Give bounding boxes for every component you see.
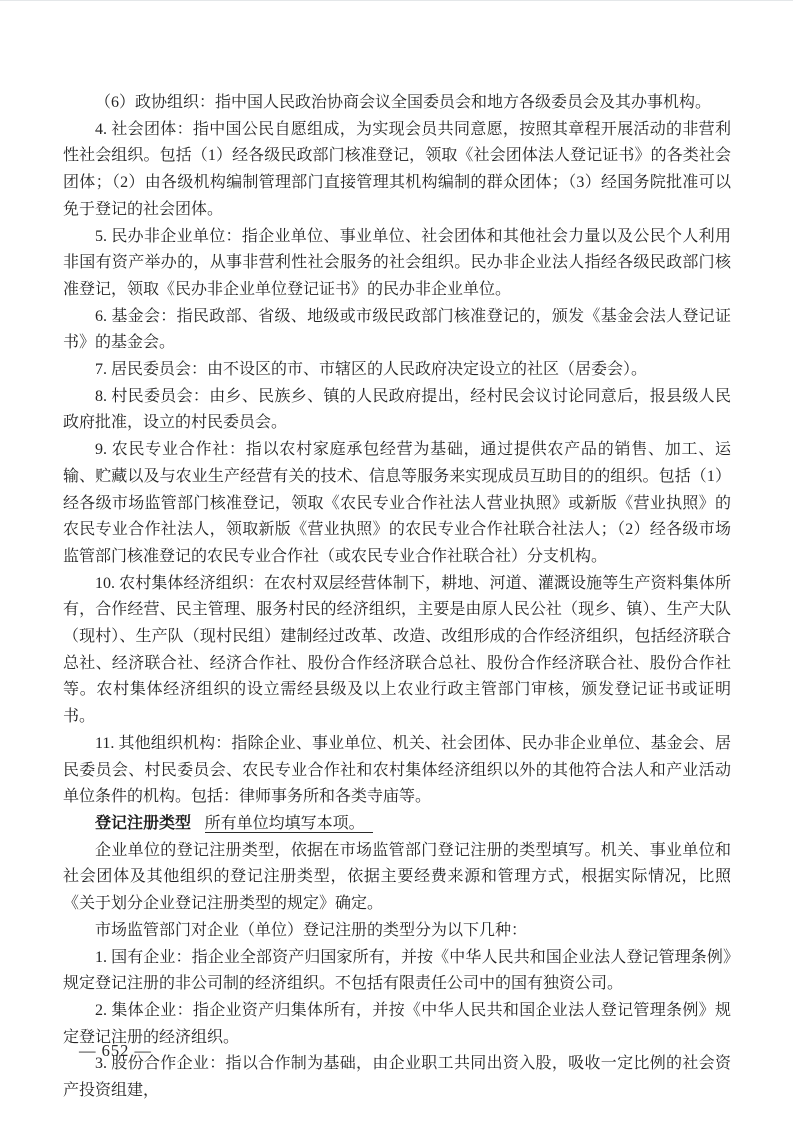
para-nongmin-hezuoshe: 9. 农民专业合作社：指以农村家庭承包经营为基础，通过提供农产品的销售、加工、运输、贮藏以及与农业生产经营有关的技术、信息等服务来实现成员互助目的的组织。包括（1）经各级市场监管部门核准登记，领取《农民专业合作社法人营业执照》或新版《营业执照》的农民专业合作社法人，领取新版《营业执照》的农民专业合作社联合社法人；（2）经各级市场监管部门核准登记的农民专业合作社（或农民专业合作社联合社）分支机构。 [63,441,731,565]
section-heading-label: 登记注册类型 [95,814,192,832]
para-qita-zuzhi-jigou: 11. 其他组织机构：指除企业、事业单位、机关、社会团体、民办非企业单位、基金会、居民委员会、村民委员会、农民专业合作社和农村集体经济组织以外的其他符合法人和产业活动单位条件的机构。包括：律师事务所和各类寺庙等。 [63,734,731,806]
para-leixing-lead-in: 市场监管部门对企业（单位）登记注册的类型分为以下几种： [95,921,528,939]
para-shehui-tuanti: 4. 社会团体：指中国公民自愿组成，为实现会员共同意愿，按照其章程开展活动的非营利性社会组织。包括（1）经各级民政部门核准登记，领取《社会团体法人登记证书》的各类社会团体；（2）由各级机构编制管理部门直接管理其机构编制的群众团体；（3）经国务院批准可以免于登记的社会团体。 [63,120,731,218]
section-heading-underlined-note: 所有单位均填写本项。 [205,815,373,833]
para-jiti-qiye: 2. 集体企业：指企业资产归集体所有，并按《中华人民共和国企业法人登记管理条例》规定登记注册的经济组织。 [63,1001,731,1046]
para-gufen-hezuo-qiye: 3. 股份合作企业：指以合作制为基础，由企业职工共同出资入股，吸收一定比例的社会资产投资组建， [63,1055,731,1100]
scan-edge-line [0,0,793,1]
para-guoyou-qiye: 1. 国有企业：指企业全部资产归国家所有，并按《中华人民共和国企业法人登记管理条例》规定登记注册的非公司制的经济组织。不包括有限责任公司中的国有独资公司。 [63,948,731,993]
para-dengji-zhuce-intro: 企业单位的登记注册类型，依据在市场监管部门登记注册的类型填写。机关、事业单位和社会团体及其他组织的登记注册类型，依据主要经费来源和管理方式，根据实际情况，比照《关于划分企业登记注册类型的规定》确定。 [63,841,731,913]
para-zhengxie-zuzhi: （6）政协组织：指中国人民政治协商会议全国委员会和地方各级委员会及其办事机构。 [95,94,712,111]
para-jijinhui: 6. 基金会：指民政部、省级、地级或市级民政部门核准登记的，颁发《基金会法人登记证书》的基金会。 [63,307,731,352]
para-cunmin-weiyuanhui: 8. 村民委员会：由乡、民族乡、镇的人民政府提出，经村民会议讨论同意后，报县级人民政府批准，设立的村民委员会。 [63,387,731,432]
page-number: — 652 — [79,1041,152,1060]
para-minban-fei-qiye: 5. 民办非企业单位：指企业单位、事业单位、社会团体和其他社会力量以及公民个人利用非国有资产举办的，从事非营利性社会服务的社会组织。民办非企业法人指经各级民政部门核准登记，领取《民办非企业单位登记证书》的民办非企业单位。 [63,227,731,298]
section-heading [63,811,731,838]
para-nongcun-jiti-jingji: 10. 农村集体经济组织：在农村双层经营体制下，耕地、河道、灌溉设施等生产资料集体所有，合作经营、民主管理、服务村民的经济组织，主要是由原人民公社（现乡、镇）、生产大队（现村）、生产队（现村民组）建制经过改革、改造、改组形成的合作经济组织，包括经济联合总社、经济联合社、经济合作社、股份合作经济联合总社、股份合作经济联合社、股份合作社等。农村集体经济组织的设立需经县级及以上农业行政主管部门审核，颁发登记证书或证明书。 [63,574,731,726]
text-block [63,90,731,1105]
para-jumin-weiyuanhui: 7. 居民委员会：由不设区的市、市辖区的人民政府决定设立的社区（居委会）。 [95,361,648,379]
